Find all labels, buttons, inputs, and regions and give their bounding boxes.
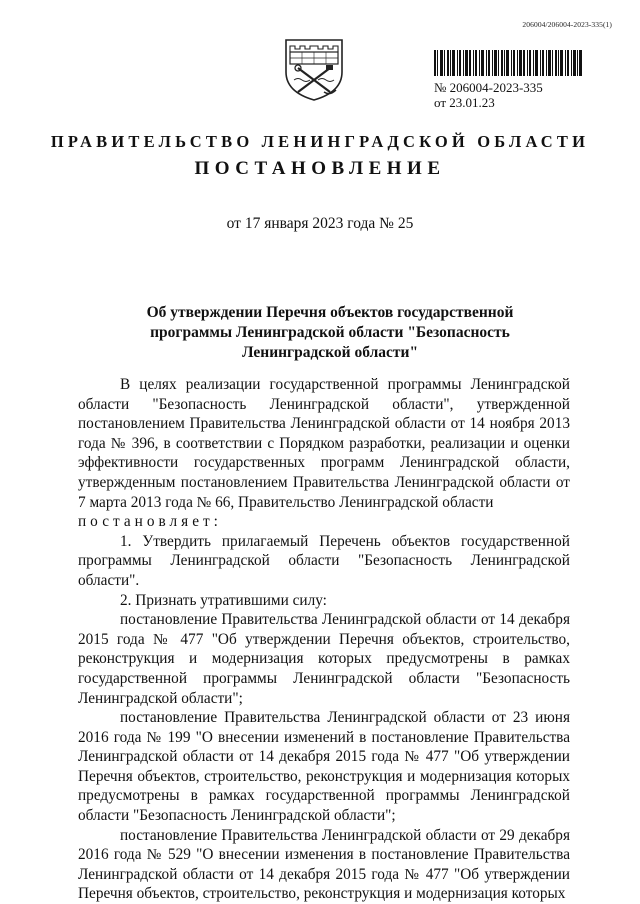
paragraph-repealed-2: постановление Правительства Ленинградской области от 23 июня 2016 года № 199 "О внесении изменений в постановление Правительства Ленинградской области от 14 декабря 2015 года № 477 "Об утверждении Перечня объектов, строительство, реконструкция и модернизация которых предусмотрены в рамках государственной программы Ленинградской области "Безопасность Ленинградской области"; <box>78 709 570 825</box>
document-subject: Об утверждении Перечня объектов государственной программы Ленинградской области "Безопасность Ленинградской области" <box>146 304 514 361</box>
paragraph-resolves: постановляет: <box>78 513 222 531</box>
government-title: ПРАВИТЕЛЬСТВО ЛЕНИНГРАДСКОЙ ОБЛАСТИ <box>50 132 590 151</box>
paragraph-item-2: 2. Признать утратившими силу: <box>120 591 327 609</box>
coat-of-arms-emblem <box>280 32 348 102</box>
registration-number: № 206004-2023-335 <box>434 80 543 95</box>
document-type-heading: ПОСТАНОВЛЕНИЕ <box>194 158 446 179</box>
paragraph-repealed-1: постановление Правительства Ленинградской области от 14 декабря 2015 года № 477 "Об утверждении Перечня объектов, строительство, реконструкция и модернизация которых предусмотрены в рамках государственной программы Ленинградской области "Безопасность Ленинградской области"; <box>78 611 570 707</box>
barcode-image <box>434 50 582 76</box>
paragraph-repealed-3: постановление Правительства Ленинградской области от 29 декабря 2016 года № 529 "О внесении изменения в постановление Правительства Ленинградской области от 14 декабря 2015 года № 477 "Об утверждении Перечня объектов, строительство, реконструкция и модернизация которых <box>78 826 570 903</box>
paragraph-preamble: В целях реализации государственной программы Ленинградской области "Безопасность Ленинградской области", утвержденной постановлением Правительства Ленинградской области от 14 ноября 2013 года № 396, в соответствии с Порядком разработки, реализации и оценки эффективности государственных программ Ленинградской области, утвержденным постановлением Правительства Ленинградской области от 7 марта 2013 года № 66, Правительство Ленинградской области <box>78 376 570 511</box>
document-body <box>78 375 570 904</box>
document-date-number: от 17 января 2023 года № 25 <box>226 215 414 232</box>
registration-date: от 23.01.23 <box>434 95 495 110</box>
paragraph-item-1: 1. Утвердить прилагаемый Перечень объектов государственной программы Ленинградской области "Безопасность Ленинградской области". <box>78 532 570 589</box>
document-code: 206004/206004-2023-335(1) <box>522 20 612 29</box>
